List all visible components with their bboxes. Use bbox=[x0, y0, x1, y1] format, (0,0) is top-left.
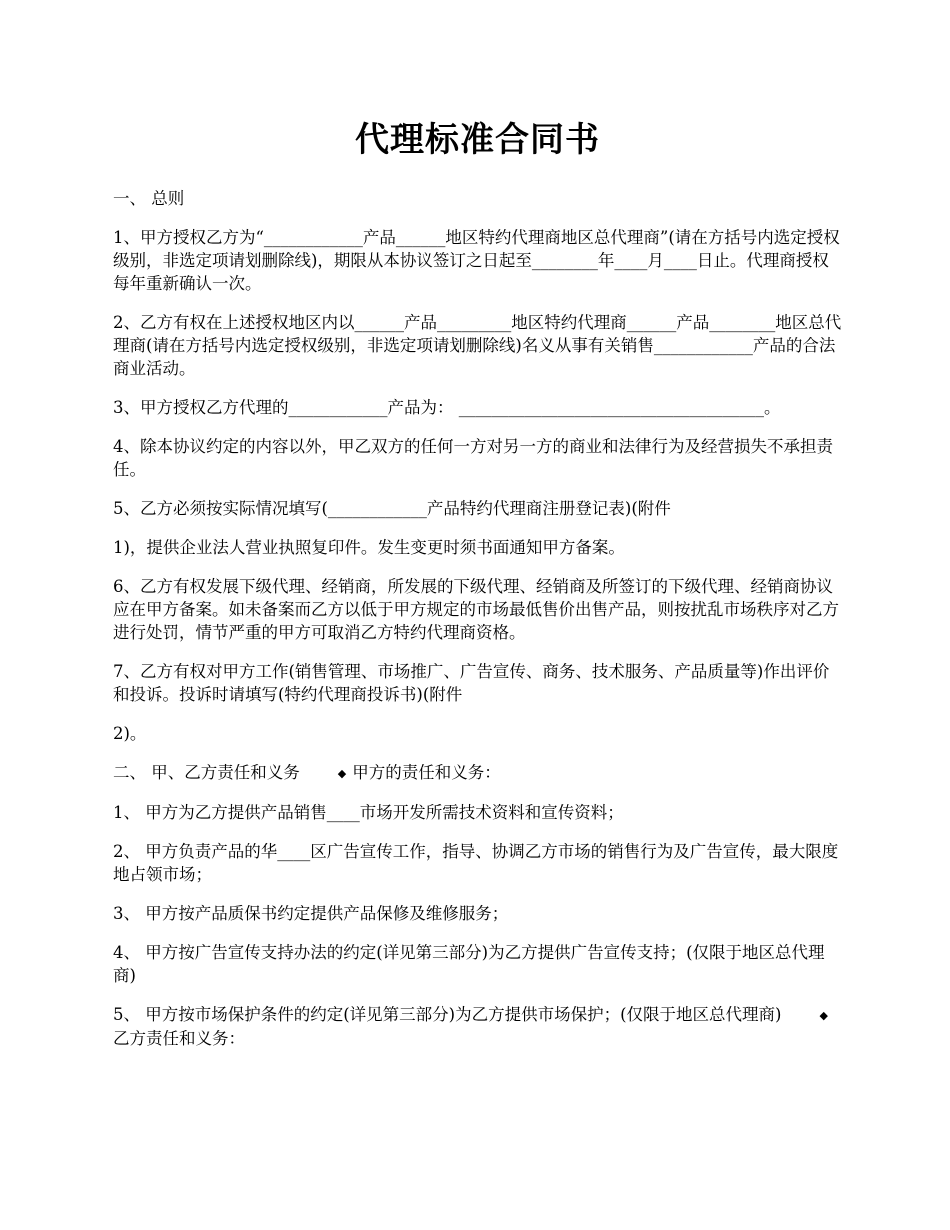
clause-3: 3、甲方授权乙方代理的____________产品为： _____________________________________。 bbox=[113, 398, 781, 417]
party-a-duty-4: 4、 甲方按广告宣传支持办法的约定(详见第三部分)为乙方提供广告宣传支持；(仅限于地区总代理商) bbox=[113, 943, 825, 985]
party-a-duty-5-wrapper bbox=[113, 1003, 842, 1050]
party-a-duty-2: 2、 甲方负责产品的华____区广告宣传工作，指导、协调乙方市场的销售行为及广告宣传，最大限度地占领市场； bbox=[113, 842, 839, 884]
clause-1: 1、甲方授权乙方为“____________产品______地区特约代理商地区总代理商”(请在方括号内选定授权级别，非选定项请划删除线)，期限从本协议签订之日起至________年____月____日止。代理商授权每年重新确认一次。 bbox=[113, 228, 840, 293]
clause-4: 4、除本协议约定的内容以外，甲乙双方的任何一方对另一方的商业和法律行为及经营损失不承担责任。 bbox=[113, 437, 833, 479]
party-a-duty-5: 5、 甲方按市场保护条件的约定(详见第三部分)为乙方提供市场保护；(仅限于地区总代理商) bbox=[113, 1005, 782, 1024]
clause-2: 2、乙方有权在上述授权地区内以______产品_________地区特约代理商______产品________地区总代理商(请在方括号内选定授权级别，非选定项请划删除线)名义从事有关销售____________产品的合法商业活动。 bbox=[113, 313, 842, 378]
clause-7: 7、乙方有权对甲方工作(销售管理、市场推广、广告宣传、商务、技术服务、产品质量等)作出评价和投诉。投诉时请填写(特约代理商投诉书)(附件 bbox=[113, 662, 830, 704]
party-a-duty-3: 3、 甲方按产品质保书约定提供产品保修及维修服务； bbox=[113, 904, 509, 923]
party-b-duties-heading: 乙方责任和义务： bbox=[113, 1029, 245, 1048]
party-a-duty-1: 1、 甲方为乙方提供产品销售____市场开发所需技术资料和宣传资料； bbox=[113, 803, 624, 822]
clause-5-continued: 1)，提供企业法人营业执照复印件。发生变更时须书面通知甲方备案。 bbox=[113, 538, 625, 557]
clause-5: 5、乙方必须按实际情况填写(____________产品特约代理商注册登记表)(附件 bbox=[113, 499, 671, 518]
diamond-bullet-icon: ◆ bbox=[819, 1009, 828, 1022]
section-heading-general: 一、 总则 bbox=[113, 189, 185, 208]
section-heading-text: 二、 甲、乙方责任和义务 bbox=[113, 763, 300, 782]
document-title: 代理标准合同书 bbox=[355, 120, 600, 160]
clause-6: 6、乙方有权发展下级代理、经销商，所发展的下级代理、经销商及所签订的下级代理、经销商协议应在甲方备案。如未备案而乙方以低于甲方规定的市场最低售价出售产品，则按扰乱市场秩序对乙方进行处罚，情节严重的甲方可取消乙方特约代理商资格。 bbox=[113, 577, 839, 642]
diamond-bullet-icon: ◆ bbox=[337, 767, 347, 780]
party-a-duties-heading: 甲方的责任和义务： bbox=[352, 763, 501, 782]
section-heading-responsibilities bbox=[113, 761, 842, 785]
clause-7-continued: 2)。 bbox=[113, 724, 147, 743]
